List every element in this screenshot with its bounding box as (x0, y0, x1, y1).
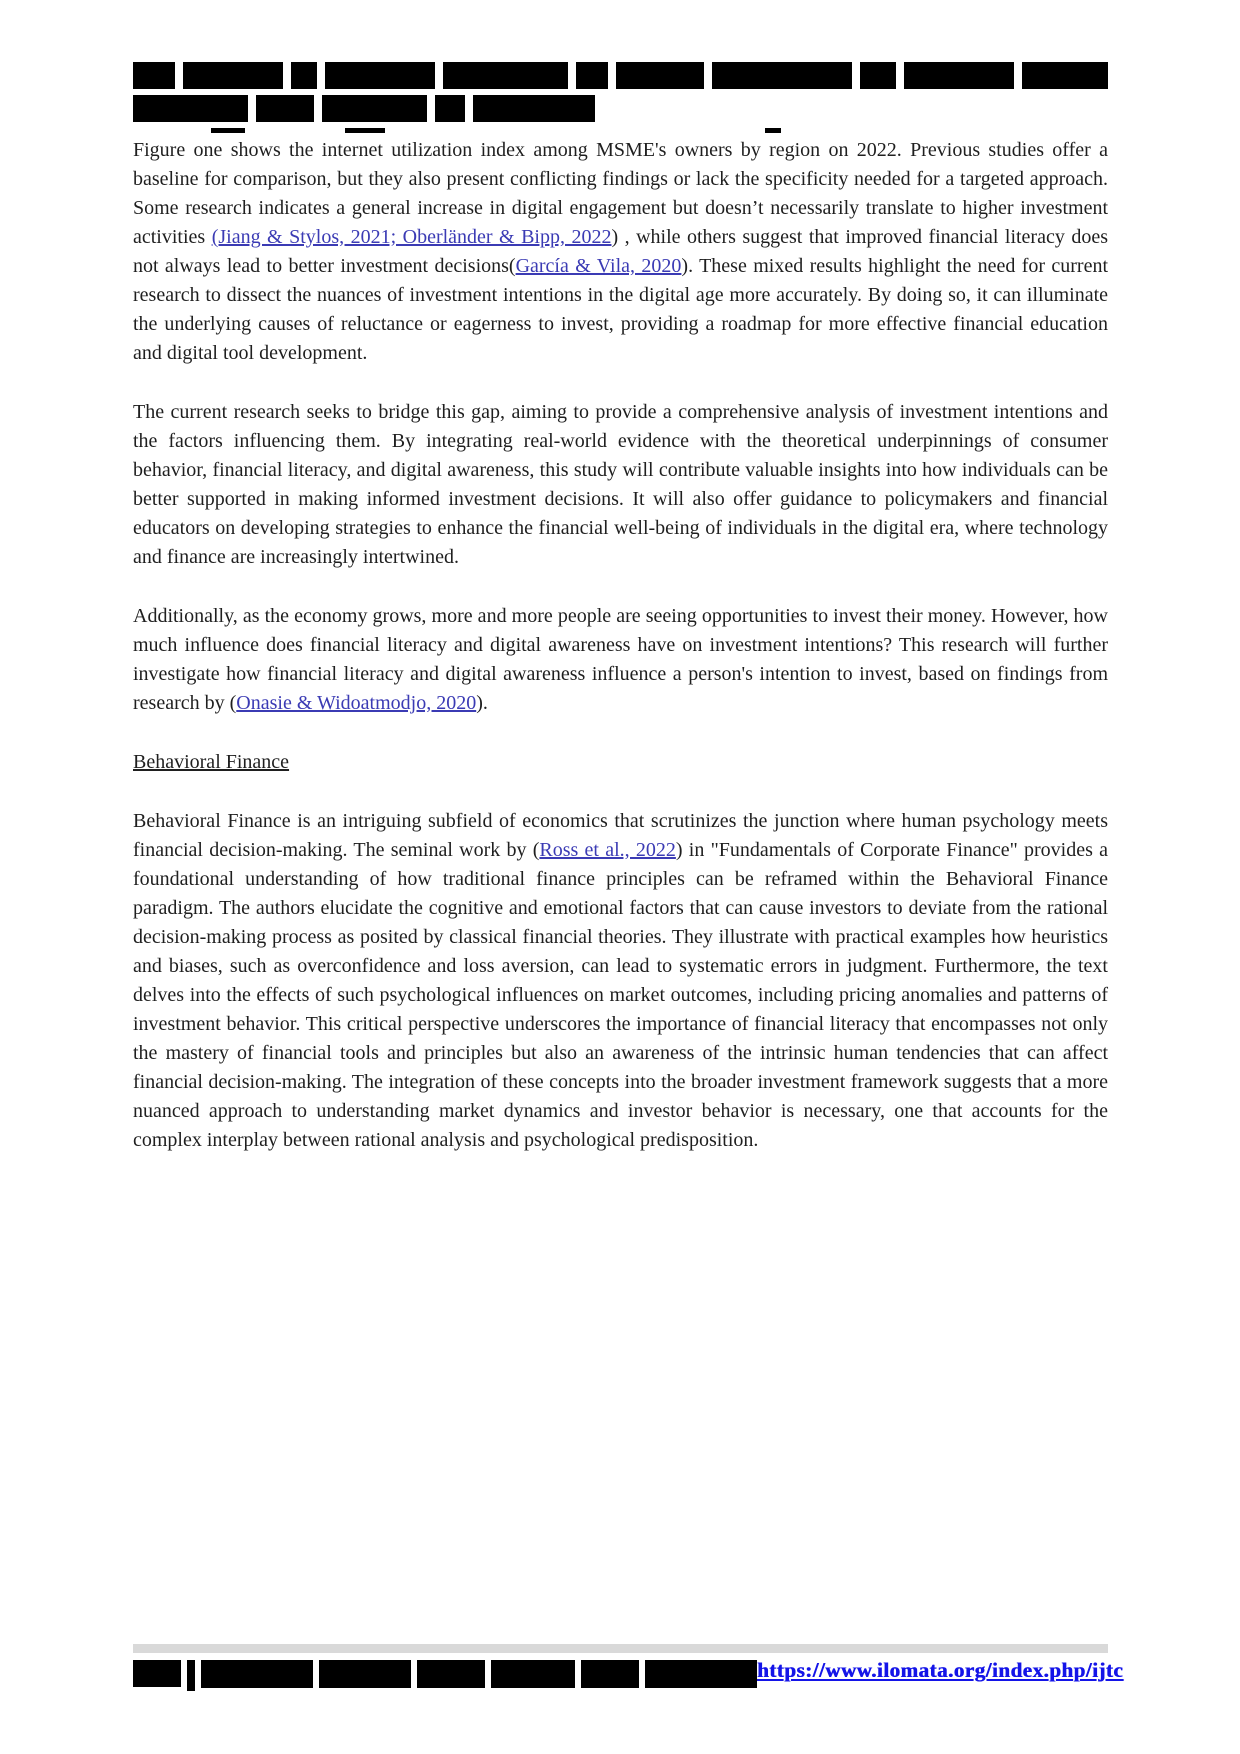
section-heading-behavioral-finance: Behavioral Finance (133, 751, 290, 773)
paragraph-text: Figure one shows the internet utilization index among MSME's owners by region on 2022. Previous studies offer a baseline for comparison, but they also present conflicting findings or lack the specificity needed for a targeted approach. Some research indicates a general increase in digital engagement but doesn’t necessarily translate to higher investment activities (133, 139, 1108, 248)
paragraph-text: Behavioral Finance is an intriguing subfield of economics that scrutinizes the junction where human psychology meets financial decision-making. The seminal work by ( (133, 810, 1108, 861)
citation-link-ross[interactable]: Ross et al., 2022 (539, 839, 676, 861)
redacted-title-line-1 (133, 62, 1108, 89)
paragraph-2 (133, 398, 1108, 572)
citation-link-jiang-oberlander[interactable]: (Jiang & Stylos, 2021; Oberländer & Bipp, 2022 (211, 226, 612, 248)
redacted-footer-journal-text (133, 1658, 757, 1691)
page-footer (133, 1644, 1124, 1691)
citation-link-garcia-vila[interactable]: García & Vila, 2020 (515, 255, 682, 277)
paragraph-text: The current research seeks to bridge this gap, aiming to provide a comprehensive analysis of investment intentions and the factors influencing them. By integrating real-world evidence with the theoretical underpinnings of consumer behavior, financial literacy, and digital awareness, this study will contribute valuable insights into how individuals can be better supported in making informed investment decisions. It will also offer guidance to policymakers and financial educators on developing strategies to enhance the financial well-being of individuals in the digital era, where technology and finance are increasingly intertwined. (133, 401, 1108, 568)
paragraph-4 (133, 807, 1108, 1155)
footer-rule (133, 1644, 1108, 1653)
paragraph-text: ) in "Fundamentals of Corporate Finance" provides a foundational understanding of how traditional finance principles can be reframed within the Behavioral Finance paradigm. The authors elucidate the cognitive and emotional factors that can cause investors to deviate from the rational decision-making process as posited by classical financial theories. They illustrate with practical examples how heuristics and biases, such as overconfidence and loss aversion, can lead to systematic errors in judgment. Furthermore, the text delves into the effects of such psychological influences on market outcomes, including pricing anomalies and patterns of investment behavior. This critical perspective underscores the importance of financial literacy that encompasses not only the mastery of financial tools and principles but also an awareness of the intrinsic human tendencies that can affect financial decision-making. The integration of these concepts into the broader investment framework suggests that a more nuanced approach to understanding market dynamics and investor behavior is necessary, one that accounts for the complex interplay between rational analysis and psychological predisposition. (133, 839, 1108, 1151)
paragraph-text: ). (476, 692, 488, 714)
footer-journal-url[interactable]: https://www.ilomata.org/index.php/ijtc (757, 1658, 1124, 1682)
paragraph-1 (133, 136, 1108, 368)
document-body (133, 136, 1108, 1185)
citation-link-onasie-widoatmodjo[interactable]: Onasie & Widoatmodjo, 2020 (236, 692, 477, 714)
paragraph-3 (133, 602, 1108, 718)
redacted-title-line-2 (133, 95, 1108, 122)
redacted-title-descenders (133, 128, 1108, 133)
paragraph-text: Additionally, as the economy grows, more and more people are seeing opportunities to invest their money. However, how much influence does financial literacy and digital awareness have on investment intentions? This research will further investigate how financial literacy and digital awareness influence a person's intention to invest, based on findings from research by ( (133, 605, 1108, 714)
redacted-title (133, 62, 1108, 133)
paragraph-text: ). These mixed results highlight the need for current research to dissect the nuances of investment intentions in the digital age more accurately. By doing so, it can illuminate the underlying causes of reluctance or eagerness to invest, providing a roadmap for more effective financial education and digital tool development. (133, 255, 1109, 364)
paragraph-text: ) , while others suggest that improved financial literacy does not always lead to better investment decisions( (133, 226, 1108, 277)
